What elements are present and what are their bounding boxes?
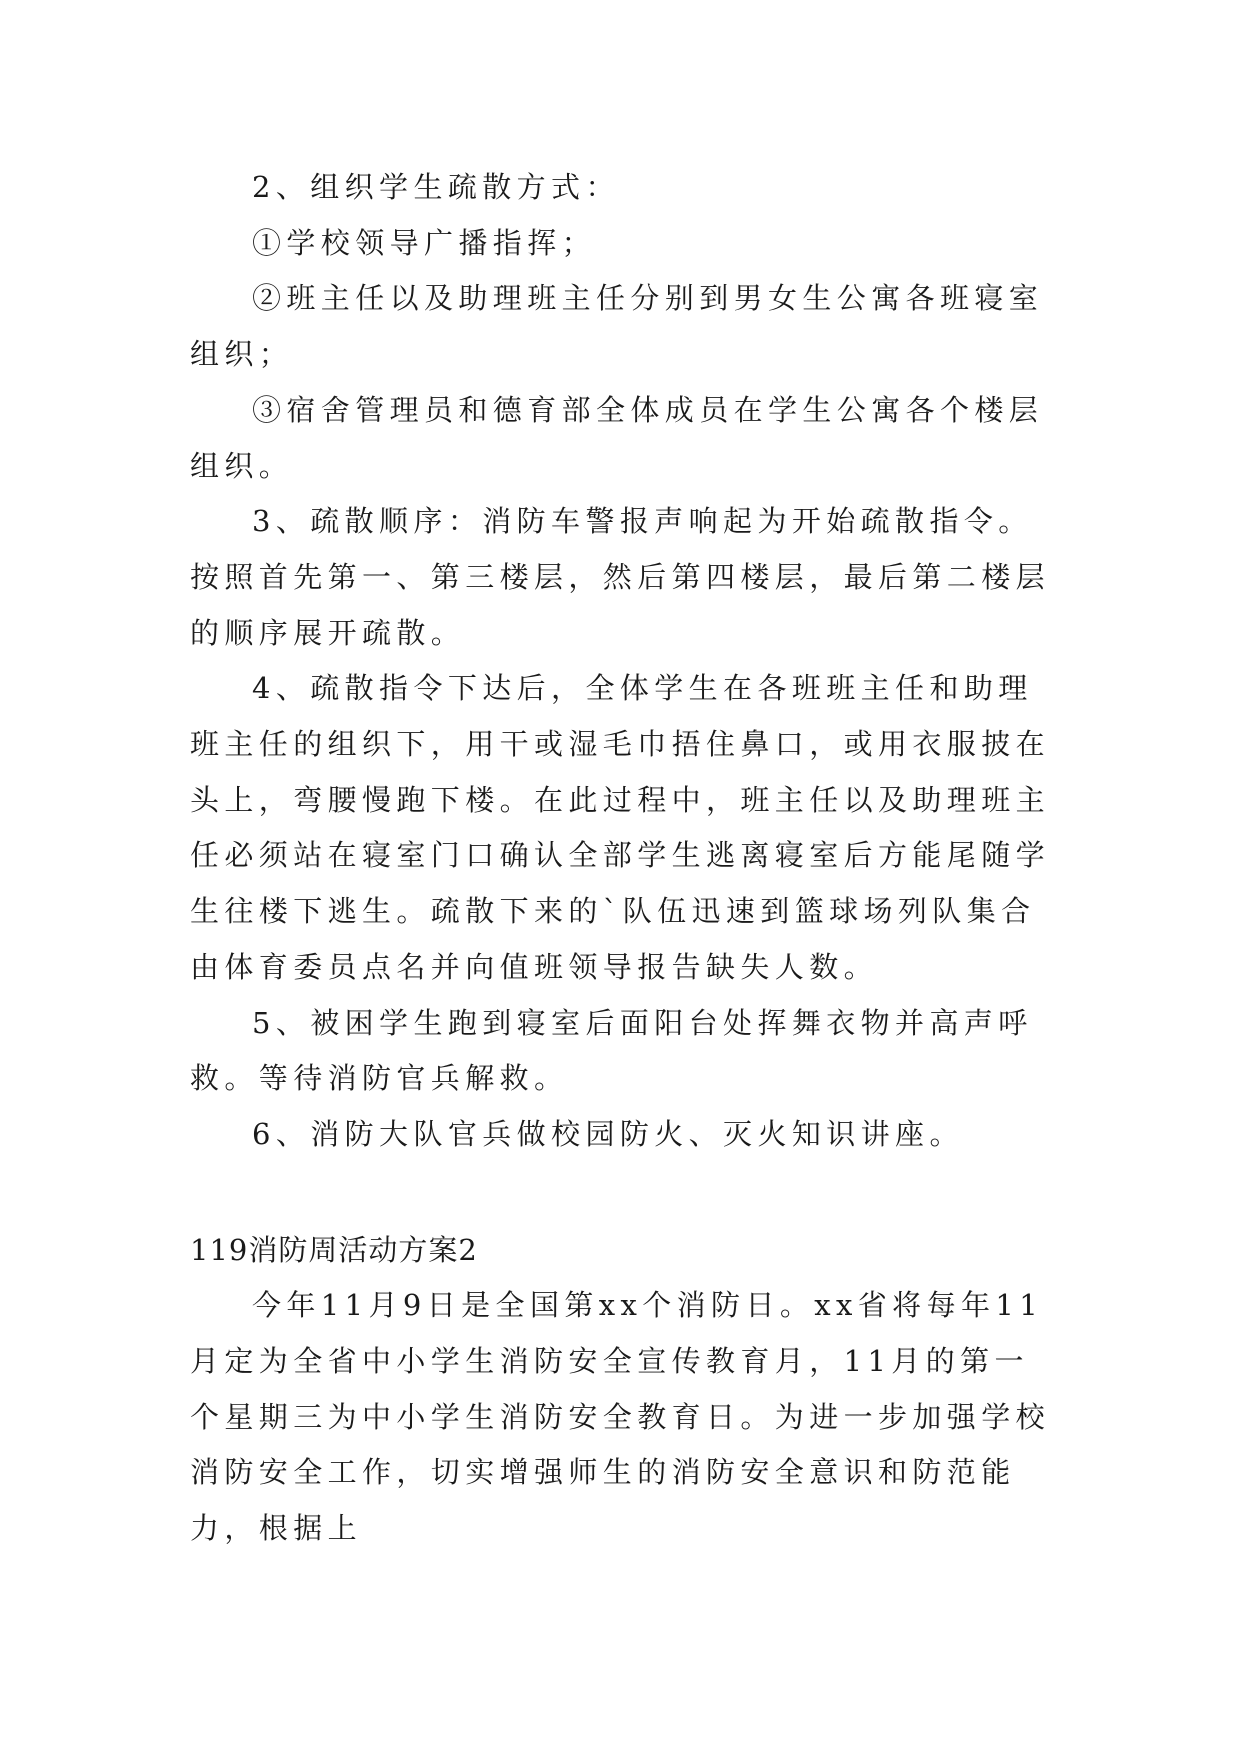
section-heading: 119消防周活动方案2 — [190, 1232, 478, 1267]
paragraph-head-teachers: ②班主任以及助理班主任分别到男女生公寓各班寝室组织； — [190, 281, 1044, 372]
section-gap — [190, 1163, 1060, 1223]
paragraph-trapped-students: 5、被困学生跑到寝室后面阳台处挥舞衣物并高声呼救。等待消防官兵解救。 — [190, 1005, 1033, 1096]
document-body — [190, 160, 1060, 1557]
paragraph-evacuation-method: 2、组织学生疏散方式： — [252, 170, 620, 204]
paragraph-evacuation-order: 3、疏散顺序：消防车警报声响起为开始疏散指令。按照首先第一、第三楼层，然后第四楼层，最后第二楼层的顺序展开疏散。 — [190, 504, 1051, 650]
paragraph-evacuation-procedure: 4、疏散指令下达后，全体学生在各班班主任和助理班主任的组织下，用干或湿毛巾捂住鼻口，或用衣服披在头上，弯腰慢跑下楼。在此过程中，班主任以及助理班主任必须站在寝室门口确认全部学生逃离寝室后方能尾随学生往楼下逃生。疏散下来的`队伍迅速到篮球场列队集合由体育委员点名并向值班领导报告缺失人数。 — [190, 671, 1051, 984]
paragraph-dorm-managers: ③宿舍管理员和德育部全体成员在学生公寓各个楼层组织。 — [190, 392, 1044, 483]
paragraph-fire-lecture: 6、消防大队官兵做校园防火、灭火知识讲座。 — [252, 1116, 964, 1151]
paragraph-broadcast-command: ①学校领导广播指挥； — [252, 225, 597, 260]
paragraph-fire-day-intro: 今年11月9日是全国第xx个消防日。xx省将每年11月定为全省中小学生消防安全宣传教育月，11月的第一个星期三为中小学生消防安全教育日。为进一步加强学校消防安全工作，切实增强师生的消防安全意识和防范能力，根据上 — [190, 1288, 1051, 1546]
